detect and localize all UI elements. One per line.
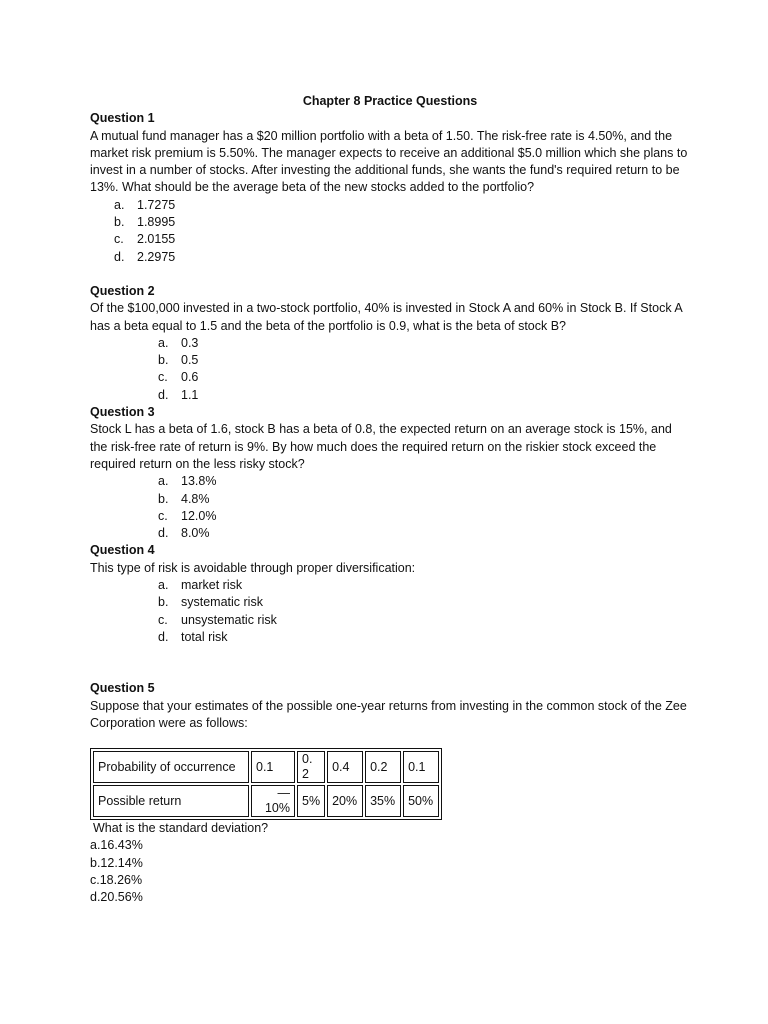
followup-question: What is the standard deviation?	[93, 821, 269, 836]
table-cell: 0.1	[403, 751, 439, 783]
row-label: Possible return	[93, 785, 249, 817]
table-row	[93, 751, 439, 783]
choice-b: b. systematic risk	[158, 595, 263, 610]
question-2	[90, 283, 690, 404]
page-title: Chapter 8 Practice Questions	[302, 94, 478, 108]
table-cell: 5%	[297, 785, 325, 817]
question-1	[90, 110, 690, 266]
question-heading: Question 1	[90, 111, 155, 126]
question-text: Of the $100,000 invested in a two-stock portfolio, 40% is invested in Stock A and 60% in Stock B. If Stock A has a beta equal to 1.5 and the beta of the portfolio is 0.9, what is the beta of stock B?	[90, 301, 683, 333]
table-cell: 0.4	[327, 751, 363, 783]
table-cell: 20%	[327, 785, 363, 817]
question-heading: Question 4	[90, 543, 155, 558]
choice-b: b. 0.5	[158, 353, 199, 368]
answer-choices	[90, 197, 690, 266]
table-cell: 0.1	[251, 751, 295, 783]
choice-d: d. 8.0%	[158, 526, 210, 541]
row-label: Probability of occurrence	[93, 751, 249, 783]
question-text: Suppose that your estimates of the possible one-year returns from investing in the common stock of the Zee Corporation were as follows:	[90, 698, 687, 730]
table-row	[93, 785, 439, 817]
choice-c: c. 2.0155	[114, 232, 176, 247]
question-text: A mutual fund manager has a $20 million portfolio with a beta of 1.50. The risk-free rate is 4.50%, and the market risk premium is 5.50%. The manager expects to receive an additional $5.0 million which she plans to invest in a number of stocks. After investing the additional funds, she wants the fund's required return to be 13%. What should be the average beta of the new stocks added to the portfolio?	[90, 128, 688, 195]
choice-d: d. 1.1	[158, 387, 199, 402]
answer-choices	[90, 837, 690, 906]
table-cell: 0. 2	[297, 751, 325, 783]
question-text: Stock L has a beta of 1.6, stock B has a beta of 0.8, the expected return on an average stock is 15%, and the risk-free rate of return is 9%. By how much does the required return on the riskier stock exceed the required return on the less risky stock?	[90, 422, 672, 471]
choice-b: b. 4.8%	[158, 491, 210, 506]
return-distribution-table	[90, 748, 442, 820]
question-4	[90, 542, 690, 646]
question-heading: Question 5	[90, 681, 155, 696]
choice-d: d. 2.2975	[114, 249, 176, 264]
choice-c: c.18.26%	[90, 872, 143, 887]
table-cell: 50%	[403, 785, 439, 817]
choice-a: a. 1.7275	[114, 197, 176, 212]
question-text: This type of risk is avoidable through proper diversification:	[90, 560, 416, 575]
choice-a: a. 13.8%	[158, 474, 217, 489]
document-page	[90, 93, 690, 907]
choice-a: a.16.43%	[90, 838, 143, 853]
question-heading: Question 2	[90, 283, 155, 298]
question-heading: Question 3	[90, 405, 155, 420]
choice-b: b. 1.8995	[114, 215, 176, 230]
question-3	[90, 404, 690, 542]
choice-c: c. 12.0%	[158, 508, 217, 523]
answer-choices	[90, 335, 690, 404]
choice-d: d.20.56%	[90, 890, 143, 905]
choice-c: c. 0.6	[158, 370, 199, 385]
choice-a: a. 0.3	[158, 335, 199, 350]
answer-choices	[90, 473, 690, 542]
choice-b: b.12.14%	[90, 855, 143, 870]
choice-a: a. market risk	[158, 578, 243, 593]
table-cell: 0.2	[365, 751, 401, 783]
question-5	[90, 680, 690, 906]
answer-choices	[90, 577, 690, 646]
table-cell: 35%	[365, 785, 401, 817]
table-cell: —10%	[251, 785, 295, 817]
choice-d: d. total risk	[158, 629, 228, 644]
choice-c: c. unsystematic risk	[158, 612, 277, 627]
